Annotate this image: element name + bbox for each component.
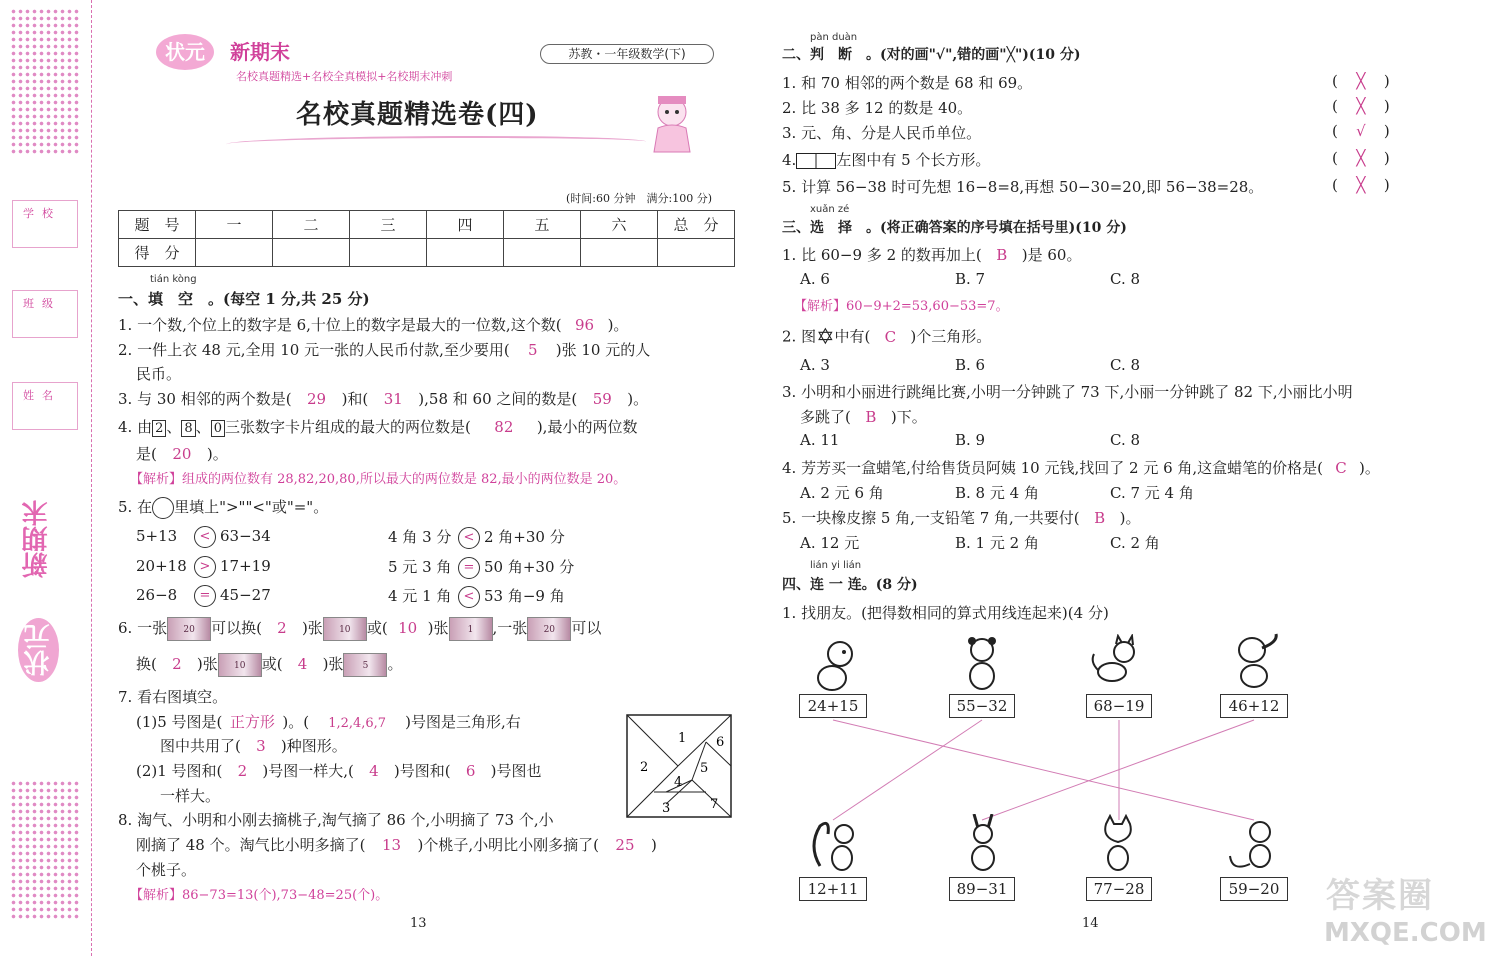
q1-2: [118, 339, 650, 360]
expression-box[interactable]: 89−31: [949, 877, 1015, 901]
mascot-icon: [646, 92, 698, 156]
section4-title: 四、连 一 连。(8 分): [782, 577, 918, 593]
compare-circle[interactable]: <: [194, 526, 216, 548]
match-line: [833, 720, 982, 820]
banknote-icon: 20: [167, 617, 211, 641]
match-line: [833, 720, 1254, 820]
table-cell: 题 号: [119, 211, 196, 239]
banknote-icon: 10: [323, 617, 367, 641]
q-text: 2. 比 38 多 12 的数是 40。: [782, 99, 973, 117]
squirrel-icon: [806, 816, 862, 874]
answer: 96: [575, 316, 595, 334]
q-text: 可以: [571, 619, 602, 637]
answer: ╳: [1356, 176, 1366, 194]
table-cell: 五: [504, 211, 581, 239]
compare-row: [136, 556, 271, 578]
banknote-icon: 5: [343, 653, 387, 677]
q-text: )。(: [282, 713, 310, 731]
q-text: 可以换(: [211, 619, 262, 637]
score-cell[interactable]: [504, 239, 581, 267]
answer: 6: [465, 762, 476, 780]
q1-6: [118, 617, 601, 641]
answer: ╳: [1356, 72, 1366, 90]
q-text: 6. 一张: [118, 619, 168, 637]
score-cell[interactable]: [427, 239, 504, 267]
q1-7-title: 7. 看右图填空。: [118, 688, 228, 706]
q-text: 是(: [136, 445, 157, 463]
expression-box[interactable]: 24+15: [799, 694, 867, 718]
q-text: 5. 在: [118, 498, 153, 516]
compare-row: [136, 585, 271, 607]
answer: 10: [398, 619, 418, 637]
q-text: 左图中有 5 个长方形。: [836, 151, 991, 169]
time-info: (时间:60 分钟 满分:100 分): [566, 192, 712, 205]
answer: 4: [297, 655, 308, 673]
q-text: ): [650, 836, 657, 854]
q-text: 1. 和 70 相邻的两个数是 68 和 69。: [782, 74, 1033, 92]
q-text: 或(: [261, 655, 283, 673]
q-text: )。: [206, 445, 228, 463]
circle-icon: [152, 497, 174, 519]
class-field[interactable]: [12, 290, 78, 338]
q-text: 5. 一块橡皮擦 5 角,一支铅笔 7 角,一共要付(: [782, 509, 1080, 527]
compare-row: [388, 556, 574, 579]
q1-4-cont: [136, 443, 228, 464]
q-text: 2. 一件上衣 48 元,全用 10 元一张的人民币付款,至少要用(: [118, 341, 510, 359]
compare-row: [136, 526, 271, 548]
left-sidebar: [0, 0, 92, 956]
expr: 2 角+30 分: [484, 528, 565, 546]
school-label: 学校: [23, 207, 61, 220]
option[interactable]: A. 2 元 6 角: [800, 484, 884, 502]
table-cell: 一: [196, 211, 273, 239]
table-row: [119, 211, 735, 239]
section1-pinyin: tián kòng: [150, 274, 197, 285]
q-text: )张: [196, 655, 218, 673]
section3-pinyin: xuǎn zé: [810, 204, 850, 215]
expr: 45−27: [220, 586, 271, 604]
judge-answer[interactable]: ( ╳ ): [1332, 149, 1390, 167]
option[interactable]: C. 7 元 4 角: [1110, 484, 1194, 502]
star-figure-icon: ✡: [816, 325, 835, 350]
expr: 17+19: [220, 557, 271, 575]
section2-title: 二、判 断 。(对的画"√",错的画"╳")(10 分): [782, 47, 1081, 63]
judge-item: [782, 176, 1263, 197]
q-text: 3. 元、角、分是人民币单位。: [782, 124, 982, 142]
choice-q4: [782, 457, 1380, 478]
q-text: )和(: [341, 390, 369, 408]
q-text: )。: [607, 316, 629, 334]
expression-box[interactable]: 68−19: [1086, 694, 1152, 718]
section4-pinyin: lián yi lián: [810, 560, 862, 571]
q1-1: [118, 314, 628, 335]
option[interactable]: C. 8: [1110, 356, 1141, 374]
q-text: 图中共用了(: [160, 737, 241, 755]
option[interactable]: A. 6: [800, 270, 830, 288]
score-cell[interactable]: [581, 239, 658, 267]
option[interactable]: B. 1 元 2 角: [955, 534, 1039, 552]
judge-answer[interactable]: ( ╳ ): [1332, 72, 1390, 90]
elephant-icon: [1228, 632, 1284, 690]
bear-icon: [954, 634, 1010, 692]
title-underline: [226, 136, 646, 150]
q-text: ),最小的两位数: [536, 418, 638, 436]
expr: 4 角 3 分: [388, 528, 452, 546]
section1-title: 一、填 空 。(每空 1 分,共 25 分): [118, 290, 370, 308]
q-text: 刚摘了 48 个。淘气比小明多摘了(: [136, 836, 366, 854]
answer: 59: [592, 390, 612, 408]
compare-row: [388, 526, 565, 549]
table-cell: 三: [350, 211, 427, 239]
q-text: 里填上">""<"或"="。: [174, 498, 329, 516]
q1-8-l1: 8. 淘气、小明和小刚去摘桃子,淘气摘了 86 个,小明摘了 73 个,小: [118, 811, 554, 829]
q-text: )种图形。: [280, 737, 347, 755]
compare-circle[interactable]: >: [194, 556, 216, 578]
score-table: [118, 210, 735, 267]
expr: 53 角−9 角: [484, 587, 565, 605]
q-text: ,一张: [492, 619, 528, 637]
q-text: )。: [1359, 459, 1380, 477]
q-text: 三张数字卡片组成的最大的两位数是(: [224, 418, 471, 436]
section3-title: 三、选 择 。(将正确答案的序号填在括号里)(10 分): [782, 220, 1127, 236]
score-cell[interactable]: [196, 239, 273, 267]
q-text: 中有(: [834, 327, 871, 346]
choice-q1-note: 【解析】60−9+2=53,60−53=7。: [794, 299, 1009, 314]
option[interactable]: B. 9: [955, 431, 986, 449]
q-text: 4.: [782, 151, 797, 169]
choice-q3: 3. 小明和小丽进行跳绳比赛,小明一分钟跳了 73 下,小丽一分钟跳了 82 下,小丽比小明: [782, 383, 1353, 401]
tangram-figure: [626, 714, 732, 818]
answer: 2: [237, 762, 248, 780]
q-text: (1)5 号图是(: [136, 713, 223, 731]
banknote-icon: 1: [449, 617, 493, 641]
monkey-icon: [1226, 816, 1282, 874]
choice-q1: [782, 244, 1081, 265]
answer: B: [996, 246, 1008, 264]
q1-8-l2: [136, 834, 657, 855]
answer: 4: [369, 762, 379, 780]
digit-card: 0: [211, 420, 225, 437]
answer: ╳: [1356, 97, 1366, 115]
q1-7-l3: [136, 760, 541, 781]
expression-box[interactable]: 77−28: [1086, 877, 1152, 901]
tangram-label: 4: [674, 775, 683, 790]
option[interactable]: B. 8 元 4 角: [955, 484, 1039, 502]
q1-7-l4: 一样大。: [160, 787, 221, 805]
answer: 正方形: [229, 713, 275, 731]
q-text: 2. 图: [782, 327, 817, 346]
option[interactable]: B. 6: [955, 356, 986, 374]
q1-7-l2: [160, 735, 347, 756]
q-text: )下。: [890, 408, 927, 426]
paper-title: 名校真题精选卷(四): [296, 100, 539, 130]
q1-8-l3: 个桃子。: [136, 861, 197, 879]
name-field[interactable]: [12, 382, 78, 430]
table-cell: 总 分: [658, 211, 735, 239]
header-subtitle: 名校真题精选+名校全真模拟+名校期末冲刺: [236, 70, 453, 83]
option[interactable]: C. 8: [1110, 270, 1141, 288]
match-line: [982, 720, 1254, 820]
answer: 20: [172, 445, 192, 463]
expression-box[interactable]: 46+12: [1220, 694, 1288, 718]
q-text: )张 10 元的人: [555, 341, 651, 359]
expr: 5 元 3 角: [388, 558, 452, 576]
page-number-right: 14: [1082, 916, 1099, 931]
judge-answer[interactable]: ( ╳ ): [1332, 176, 1390, 194]
option[interactable]: A. 11: [800, 431, 840, 449]
answer: 2: [172, 655, 182, 673]
answer: B: [865, 408, 877, 426]
choice-q3-cont: [800, 406, 927, 427]
q-text: )张: [301, 619, 323, 637]
q-text: )。: [1119, 509, 1141, 527]
expr: 63−34: [220, 527, 271, 545]
cat-icon: [1088, 634, 1144, 692]
choice-q2: [782, 325, 991, 350]
answer: 31: [383, 390, 403, 408]
q-text: 换(: [136, 655, 157, 673]
answer: C: [884, 327, 897, 346]
compare-circle[interactable]: <: [458, 527, 480, 549]
name-label: 姓名: [23, 389, 61, 402]
digit-card: 8: [181, 420, 195, 437]
judge-answer[interactable]: ( ╳ ): [1332, 97, 1390, 115]
q1-4-note: 【解析】组成的两位数有 28,82,20,80,所以最大的两位数是 82,最小的两位数是 20。: [130, 472, 627, 487]
answer: 82: [494, 418, 514, 436]
tangram-label: 7: [710, 797, 719, 812]
q-text: )个桃子,小明比小刚多摘了(: [417, 836, 599, 854]
q-text: )张: [322, 655, 344, 673]
q1-7-l1: [136, 711, 521, 732]
table-row: [119, 239, 735, 267]
option[interactable]: A. 3: [800, 356, 830, 374]
dot-pattern-bottom: [10, 780, 80, 920]
section2-pinyin: pàn duàn: [810, 32, 858, 43]
q-text: 。: [387, 655, 403, 673]
q1-5: [118, 496, 328, 519]
expr: 26−8: [136, 586, 178, 604]
q1-3: [118, 388, 648, 409]
answer: √: [1356, 122, 1366, 140]
answer: 29: [307, 390, 327, 408]
compare-row: [388, 585, 565, 608]
digit-card: 2: [152, 420, 166, 437]
q-text: 1. 比 60−9 多 2 的数再加上(: [782, 246, 982, 264]
q-text: 4. 芳芳买一盒蜡笔,付给售货员阿姨 10 元钱,找回了 2 元 6 角,这盒蜡笔的价格是(: [782, 459, 1324, 477]
judge-item: [782, 149, 990, 170]
rabbit-icon: [956, 814, 1012, 872]
q-text: )个三角形。: [910, 327, 992, 346]
watermark-cn: 答案圈: [1326, 876, 1434, 916]
school-field[interactable]: [12, 200, 78, 248]
option[interactable]: C. 2 角: [1110, 534, 1160, 552]
tangram-label: 5: [700, 761, 709, 776]
class-label: 班级: [23, 297, 61, 310]
choice-q5: [782, 507, 1141, 528]
q-text: )号图也: [490, 762, 542, 780]
brand-vertical: 新期末: [22, 500, 52, 578]
tangram-label: 6: [716, 735, 725, 750]
q1-2-cont: 民币。: [136, 365, 182, 383]
rectangle-figure: [796, 153, 836, 169]
fox-icon: [1090, 814, 1146, 872]
judge-item: [782, 72, 1032, 93]
logo-vertical: 状元: [18, 618, 59, 682]
table-cell: 得 分: [119, 239, 196, 267]
score-cell[interactable]: [273, 239, 350, 267]
answer: C: [1335, 459, 1347, 477]
judge-item: [782, 122, 981, 143]
logo-badge: 状元: [156, 34, 214, 70]
q-text: 或(: [366, 619, 388, 637]
score-cell[interactable]: [350, 239, 427, 267]
expr: 50 角+30 分: [484, 558, 575, 576]
expr: 20+18: [136, 557, 187, 575]
banknote-icon: 10: [218, 653, 262, 677]
expression-box[interactable]: 59−20: [1220, 877, 1288, 901]
banknote-icon: 20: [527, 617, 571, 641]
section4-q1: 1. 找朋友。(把得数相同的算式用线连起来)(4 分): [782, 604, 1109, 622]
page-number-left: 13: [410, 916, 427, 931]
answer: ╳: [1356, 149, 1366, 167]
q1-6-cont: [136, 653, 402, 677]
option[interactable]: B. 7: [955, 270, 986, 288]
tangram-label: 3: [662, 801, 671, 816]
q-text: 1. 一个数,个位上的数字是 6,十位上的数字是最大的一位数,这个数(: [118, 316, 562, 334]
dot-pattern-top: [10, 8, 80, 156]
q-text: ),58 和 60 之间的数是(: [418, 390, 578, 408]
q-text: 4. 由: [118, 418, 153, 436]
expr: 4 元 1 角: [388, 587, 452, 605]
compare-circle[interactable]: =: [458, 557, 480, 579]
judge-item: [782, 97, 972, 118]
tangram-label: 1: [678, 731, 687, 746]
answer: 1,2,4,6,7: [328, 716, 387, 731]
q-text: )张: [427, 619, 449, 637]
table-cell: 四: [427, 211, 504, 239]
watermark-url: MXQE.COM: [1324, 918, 1487, 948]
brand-name: 新期末: [230, 40, 290, 64]
q-text: )号图一样大,(: [262, 762, 354, 780]
tangram-label: 2: [640, 760, 649, 775]
table-cell: 二: [273, 211, 350, 239]
q-text: 3. 与 30 相邻的两个数是(: [118, 390, 292, 408]
answer: 25: [615, 836, 635, 854]
dog-icon: [806, 636, 862, 694]
answer: B: [1094, 509, 1106, 527]
answer: 5: [527, 341, 538, 359]
answer: 13: [381, 836, 402, 854]
expression-box[interactable]: 12+11: [799, 877, 867, 901]
q-text: 多跳了(: [800, 408, 851, 426]
judge-answer[interactable]: ( √ ): [1332, 122, 1390, 140]
compare-circle[interactable]: =: [194, 585, 216, 607]
q-text: )号图是三角形,右: [405, 713, 521, 731]
q-text: )号图和(: [393, 762, 451, 780]
q1-8-note: 【解析】86−73=13(个),73−48=25(个)。: [130, 888, 389, 903]
expression-box[interactable]: 55−32: [949, 694, 1015, 718]
option[interactable]: C. 8: [1110, 431, 1141, 449]
edition-label: 苏教・一年级数学(下): [540, 44, 714, 64]
q-text: )。: [627, 390, 649, 408]
table-cell: 六: [581, 211, 658, 239]
q-text: 5. 计算 56−38 时可先想 16−8=8,再想 50−30=20,即 56−38=28。: [782, 178, 1264, 196]
q-text: (2)1 号图和(: [136, 762, 223, 780]
q-text: )是 60。: [1021, 246, 1082, 264]
answer: 3: [256, 737, 266, 755]
answer: 2: [277, 619, 287, 637]
score-cell[interactable]: [658, 239, 735, 267]
option[interactable]: A. 12 元: [800, 534, 860, 552]
compare-circle[interactable]: <: [458, 586, 480, 608]
q1-4: 4. 由 2 、 8 、 0 三张数字卡片组成的最大的两位数是( 82 ),最小的两位数: [118, 418, 638, 436]
expr: 5+13: [136, 527, 178, 545]
